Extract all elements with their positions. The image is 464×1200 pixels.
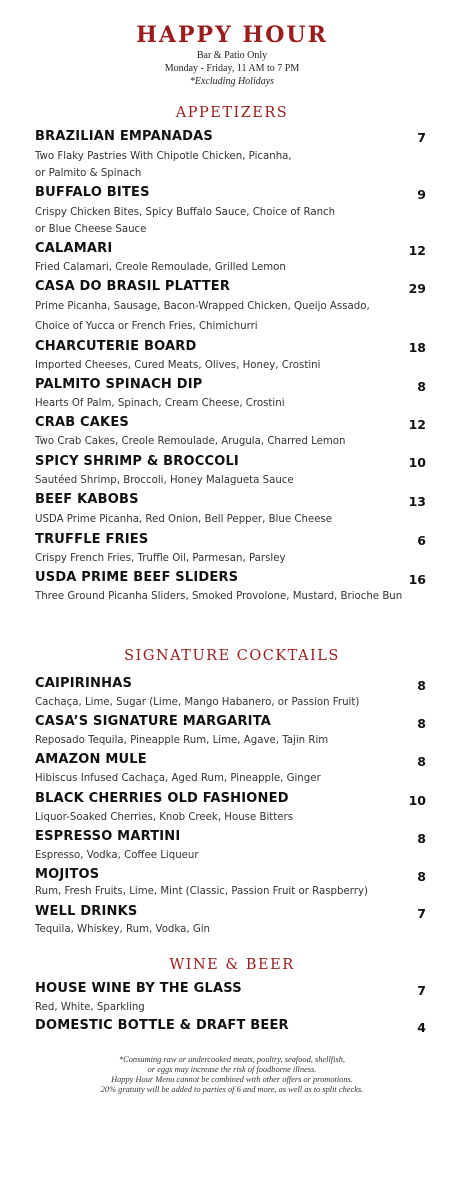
- menu-item-price: 18: [408, 340, 426, 355]
- menu-item-name: HOUSE WINE BY THE GLASS: [35, 981, 242, 996]
- menu-item-name: CASA’S SIGNATURE MARGARITA: [35, 714, 272, 729]
- menu-item-name: MOJITOS: [35, 867, 100, 882]
- menu-item-description: Liquor-Soaked Cherries, Knob Creek, House Bitters: [35, 812, 294, 823]
- menu-item-description: Hibiscus Infused Cachaça, Aged Rum, Pineapple, Ginger: [35, 773, 321, 784]
- disclaimer-line: *Consuming raw or undercooked meats, poultry, seafood, shellfish,: [118, 1055, 346, 1064]
- menu-item-description: Red, White, Sparkling: [35, 1002, 145, 1013]
- menu-item-name: CALAMARI: [35, 241, 113, 256]
- menu-item-name: BRAZILIAN EMPANADAS: [35, 129, 213, 144]
- disclaimer-line: or eggs may increase the risk of foodborne illness.: [147, 1065, 317, 1074]
- menu-item-name: BLACK CHERRIES OLD FASHIONED: [35, 791, 289, 806]
- hours-note: Monday - Friday, 11 AM to 7 PM: [164, 63, 300, 74]
- section-title-wine-beer: WINE & BEER: [169, 957, 295, 973]
- section-title-appetizers: APPETIZERS: [175, 105, 289, 121]
- menu-item-price: 8: [417, 869, 426, 884]
- page-title: HAPPY HOUR: [136, 22, 328, 48]
- menu-item-description: or Palmito & Spinach: [35, 168, 142, 179]
- menu-item-description: Espresso, Vodka, Coffee Liqueur: [35, 850, 199, 861]
- menu-item-name: PALMITO SPINACH DIP: [35, 377, 203, 392]
- menu-item-description: Prime Picanha, Sausage, Bacon-Wrapped Chicken, Queijo Assado,: [35, 301, 370, 312]
- menu-item-price: 7: [417, 130, 426, 145]
- menu-item-description: Rum, Fresh Fruits, Lime, Mint (Classic, Passion Fruit or Raspberry): [35, 886, 368, 897]
- menu-item-description: Crispy Chicken Bites, Spicy Buffalo Sauce, Choice of Ranch: [35, 207, 336, 218]
- menu-item-price: 7: [417, 983, 426, 998]
- menu-item-price: 9: [417, 187, 426, 202]
- menu-item-name: USDA PRIME BEEF SLIDERS: [35, 570, 239, 585]
- menu-item-price: 29: [408, 281, 426, 296]
- menu-item-price: 8: [417, 379, 426, 394]
- menu-item-description: Choice of Yucca or French Fries, Chimichurri: [35, 321, 258, 332]
- menu-item-description: Cachaça, Lime, Sugar (Lime, Mango Habanero, or Passion Fruit): [35, 697, 360, 708]
- menu-item-name: BEEF KABOBS: [35, 492, 139, 507]
- disclaimer-line: Happy Hour Menu cannot be combined with other offers or promotions.: [111, 1075, 353, 1084]
- menu-item-description: or Blue Cheese Sauce: [35, 224, 147, 235]
- menu-item-description: Two Flaky Pastries With Chipotle Chicken, Picanha,: [35, 151, 292, 162]
- menu-item-name: CAIPIRINHAS: [35, 676, 133, 691]
- menu-item-description: USDA Prime Picanha, Red Onion, Bell Pepper, Blue Cheese: [35, 514, 333, 525]
- venue-note: Bar & Patio Only: [196, 50, 268, 61]
- menu-item-description: Three Ground Picanha Sliders, Smoked Provolone, Mustard, Brioche Bun: [35, 591, 403, 602]
- menu-item-price: 10: [408, 455, 426, 470]
- menu-item-description: Sautéed Shrimp, Broccoli, Honey Malagueta Sauce: [35, 475, 294, 486]
- menu-item-description: Two Crab Cakes, Creole Remoulade, Arugula, Charred Lemon: [35, 436, 346, 447]
- menu-item-name: CRAB CAKES: [35, 415, 129, 430]
- menu-item-price: 8: [417, 678, 426, 693]
- menu-item-description: Tequila, Whiskey, Rum, Vodka, Gin: [35, 924, 211, 935]
- menu-item-description: Hearts Of Palm, Spinach, Cream Cheese, Crostini: [35, 398, 285, 409]
- menu-item-name: CASA DO BRASIL PLATTER: [35, 279, 231, 294]
- menu-item-price: 10: [408, 793, 426, 808]
- menu-item-name: BUFFALO BITES: [35, 185, 150, 200]
- menu-item-price: 13: [408, 494, 426, 509]
- menu-item-name: CHARCUTERIE BOARD: [35, 339, 197, 354]
- menu-item-price: 4: [417, 1020, 426, 1035]
- menu-item-name: ESPRESSO MARTINI: [35, 829, 181, 844]
- menu-item-name: TRUFFLE FRIES: [35, 532, 149, 547]
- section-title-cocktails: SIGNATURE COCKTAILS: [124, 648, 340, 664]
- disclaimer-line: 20% gratuity will be added to parties of 6 and more, as well as to split checks.: [100, 1085, 364, 1094]
- menu-item-price: 6: [417, 533, 426, 548]
- menu-item-price: 12: [408, 243, 426, 258]
- menu-item-name: DOMESTIC BOTTLE & DRAFT BEER: [35, 1018, 289, 1033]
- menu-item-price: 16: [408, 572, 426, 587]
- menu-item-description: Crispy French Fries, Truffle Oil, Parmesan, Parsley: [35, 553, 286, 564]
- menu-item-price: 8: [417, 831, 426, 846]
- menu-item-name: AMAZON MULE: [35, 752, 147, 767]
- menu-item-name: SPICY SHRIMP & BROCCOLI: [35, 454, 239, 469]
- menu-item-description: Fried Calamari, Creole Remoulade, Grilled Lemon: [35, 262, 286, 273]
- menu-item-price: 7: [417, 906, 426, 921]
- menu-item-description: Reposado Tequila, Pineapple Rum, Lime, Agave, Tajin Rim: [35, 735, 329, 746]
- menu-item-price: 8: [417, 716, 426, 731]
- menu-item-price: 12: [408, 417, 426, 432]
- menu-item-name: WELL DRINKS: [35, 904, 138, 919]
- holiday-note: *Excluding Holidays: [189, 76, 275, 87]
- menu-item-description: Imported Cheeses, Cured Meats, Olives, Honey, Crostini: [35, 360, 321, 371]
- menu-item-price: 8: [417, 754, 426, 769]
